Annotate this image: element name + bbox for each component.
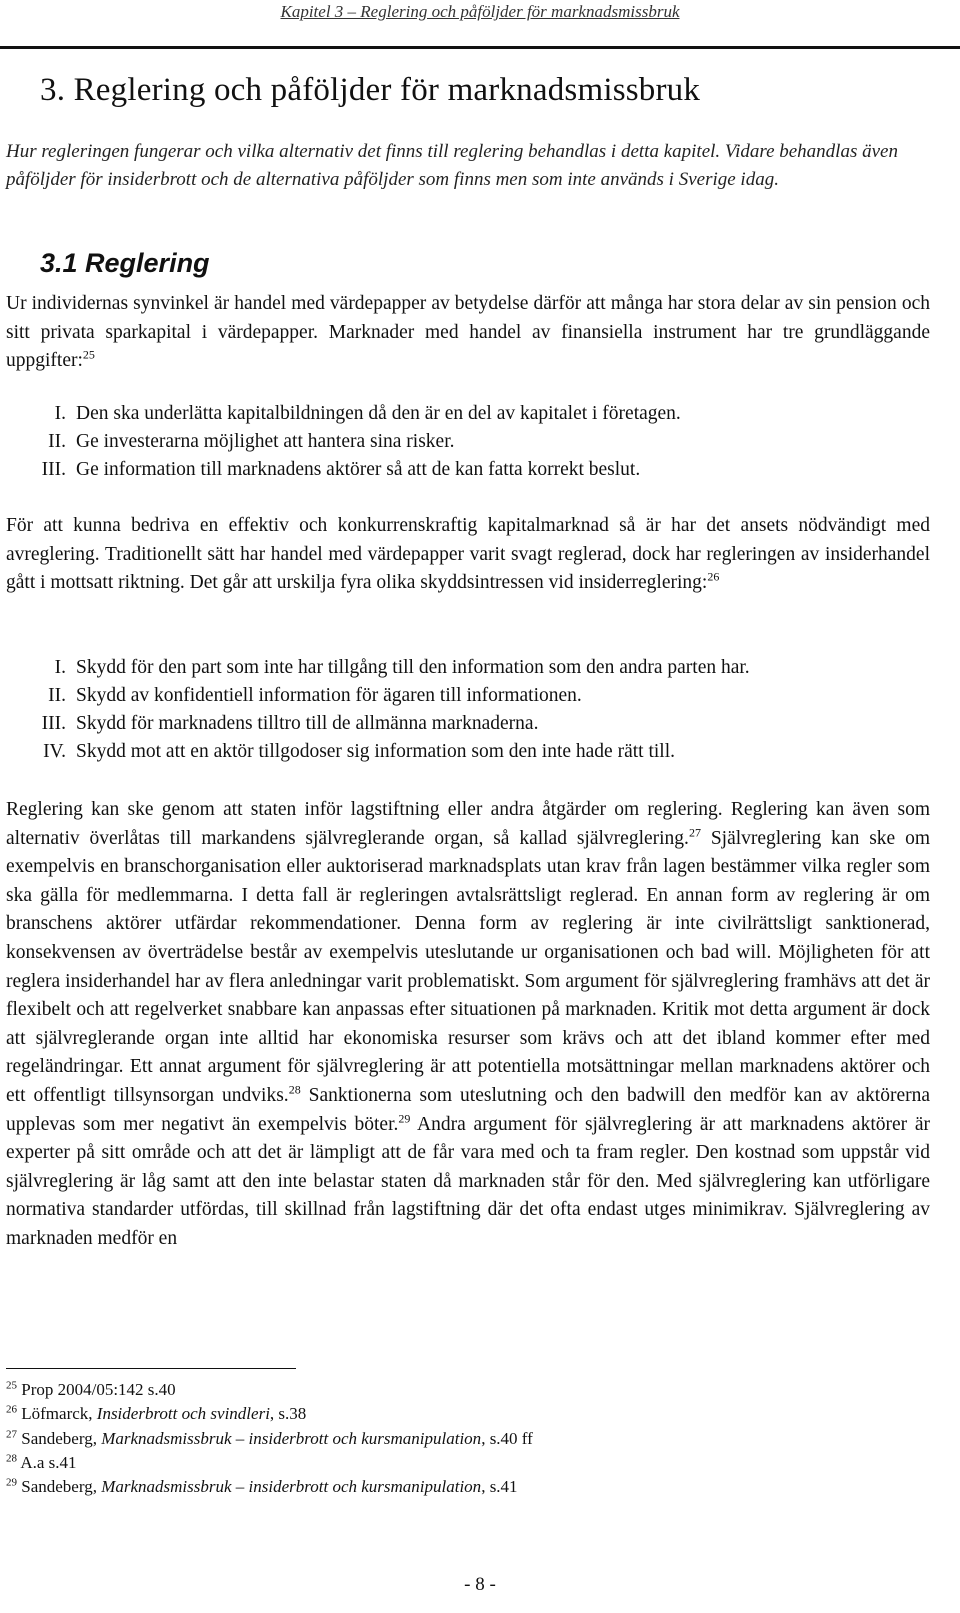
list-item [0, 654, 930, 682]
paragraph-text: Självreglering kan ske om exempelvis en branschorganisation eller auktoriserad marknadsplats utan krav från lagen bestämmer vilka regler som ska gälla för medlemmarna. I detta fall är regleringen avtalsrättsligt reglerad. En annan form av reglering är om branschens aktörer utfärdar rekommendationer. Denna form av reglering är inte civilrättsligt sanktionerad, konsekvensen av överträdelse består av exempelvis uteslutande ur organisationen och bad will. Möjligheten för att reglera insiderhandel har av flera anledningar varit problematiskt. Som argument för självreglering framhävs att det är flexibelt och att regelverket snabbare kan anpassas efter situationen på marknaden. Kritik mot detta argument är dock att självreglerande organ inte alltid har ekonomiska resurser som krävs och att det ibland kommer efter med regeländringar. Ett annat argument för självreglering är att potentiella motsättningar mellan marknadens aktörer och ett offentligt tillsynsorgan undviks. [6, 827, 930, 1106]
footnote [6, 1402, 906, 1426]
footnote-rule [6, 1368, 296, 1369]
list-item [0, 400, 930, 428]
paragraph-self-regulation [6, 796, 930, 1254]
footnote-number: 27 [6, 1427, 17, 1440]
list-item [0, 710, 930, 738]
paragraph-text: För att kunna bedriva en effektiv och konkurrenskraftig kapitalmarknad så är har det ansets nödvändigt med avreglering. Traditionellt sätt har handel med värdepapper varit svagt reglerad, dock har regleringen av insiderhandel gått i mottsatt riktning. Det går att urskilja fyra olika skyddsintressen vid insiderreglering: [6, 515, 930, 594]
footnote [6, 1378, 906, 1402]
list-item-text: Ge investerarna möjlighet att hantera sina risker. [76, 431, 455, 452]
list-item-number: III. [41, 713, 66, 734]
footnote-text: A.a s.41 [20, 1452, 77, 1472]
footnote-number: 29 [6, 1476, 17, 1489]
list-item-text: Den ska underlätta kapitalbildningen då den är en del av kapitalet i företagen. [76, 403, 681, 424]
paragraph-text: Andra argument för självreglering är att marknadens aktörer är experter på sitt område och att det är lämpligt att de får vara med och ta fram regler. Den kostnad som uppstår vid självreglering är låg samt att den inte belastar staten då marknaden står för den. Med självreglering kan utförligare normativa standarder utfördas, till skillnad från lagstiftning där det ofta endast utges minimikrav. Självreglering av marknaden medför en [6, 1113, 930, 1249]
market-tasks-list [0, 400, 930, 484]
footnote-ref[interactable]: 28 [288, 1082, 301, 1097]
paragraph-text: Ur individernas synvinkel är handel med värdepapper av betydelse därför att många har stora delar av sin pension och sitt privata sparkapital i värdepapper. Marknader med handel av finansiella instrument har tre grundläggande uppgifter: [6, 293, 930, 372]
footnote-number: 25 [6, 1379, 17, 1392]
footnote-number: 26 [6, 1403, 17, 1416]
footnote-title: Insiderbrott och svindleri [96, 1404, 270, 1424]
paragraph-tasks [6, 290, 930, 376]
footnote-text: Löfmarck, [21, 1404, 97, 1424]
list-item [0, 456, 930, 484]
page-number: - 8 - [464, 1574, 496, 1595]
footnote [6, 1451, 906, 1475]
footnote-ref[interactable]: 27 [688, 825, 701, 840]
paragraph-text: Sanktionerna som uteslutning och den badwill den medför kan av aktörerna upplevas som mer negativt än exempelvis böter. [6, 1084, 930, 1135]
footnote [6, 1427, 906, 1451]
list-item [0, 738, 930, 766]
list-item-number: II. [48, 431, 66, 452]
section-title: 3.1 Reglering [40, 248, 210, 278]
list-item-text: Skydd mot att en aktör tillgodoser sig information som den inte hade rätt till. [76, 741, 675, 762]
footnote-ref[interactable]: 29 [398, 1111, 411, 1126]
list-item-number: II. [48, 685, 66, 706]
footnote-text: , s.40 ff [481, 1428, 533, 1448]
running-header [0, 2, 960, 22]
paragraph-protection-interests [6, 512, 930, 598]
list-item-text: Skydd av konfidentiell information för ägaren till informationen. [76, 685, 582, 706]
list-item-text: Skydd för den part som inte har tillgång till den information som den andra parten har. [76, 657, 750, 678]
footnote-text: , s.38 [269, 1404, 307, 1424]
list-item-number: IV. [43, 741, 66, 762]
list-item-number: I. [54, 657, 66, 678]
list-item-number: I. [54, 403, 66, 424]
footnote-text: Prop 2004/05:142 s.40 [21, 1380, 176, 1399]
footnote-text: Sandeberg, [21, 1428, 102, 1448]
list-item-text: Ge information till marknadens aktörer så att de kan fatta korrekt beslut. [76, 459, 641, 480]
header-rule [0, 46, 960, 49]
list-item [0, 428, 930, 456]
list-item-text: Skydd för marknadens tilltro till de allmänna marknaderna. [76, 713, 539, 734]
chapter-intro: Hur regleringen fungerar och vilka alternativ det finns till reglering behandlas i detta kapitel. Vidare behandlas även påföljder för insiderbrott och de alternativa påföljder som finns men som inte används i Sverige idag. [6, 141, 898, 190]
footnote [6, 1475, 906, 1499]
footnote-title: Marknadsmissbruk – insiderbrott och kursmanipulation [101, 1428, 482, 1448]
list-item-number: III. [41, 459, 66, 480]
footnote-text: , s.41 [481, 1477, 518, 1497]
running-header-text: Kapitel 3 – Reglering och påföljder för marknadsmissbruk [280, 2, 680, 21]
footnotes [6, 1378, 906, 1499]
protection-interests-list [0, 654, 930, 766]
paragraph-text: Reglering kan ske genom att staten inför lagstiftning eller andra åtgärder om reglering. Reglering kan även som alternativ överlåtas till markandens självreglerande organ, så kallad självreglering. [6, 799, 930, 849]
footnote-number: 28 [6, 1452, 17, 1465]
footnote-ref[interactable]: 26 [707, 569, 720, 584]
chapter-title: 3. Reglering och påföljder för marknadsmissbruk [40, 72, 701, 108]
list-item [0, 682, 930, 710]
footnote-ref[interactable]: 25 [82, 347, 95, 362]
footnote-title: Marknadsmissbruk – insiderbrott och kursmanipulation [101, 1477, 482, 1497]
footnote-text: Sandeberg, [21, 1477, 102, 1497]
